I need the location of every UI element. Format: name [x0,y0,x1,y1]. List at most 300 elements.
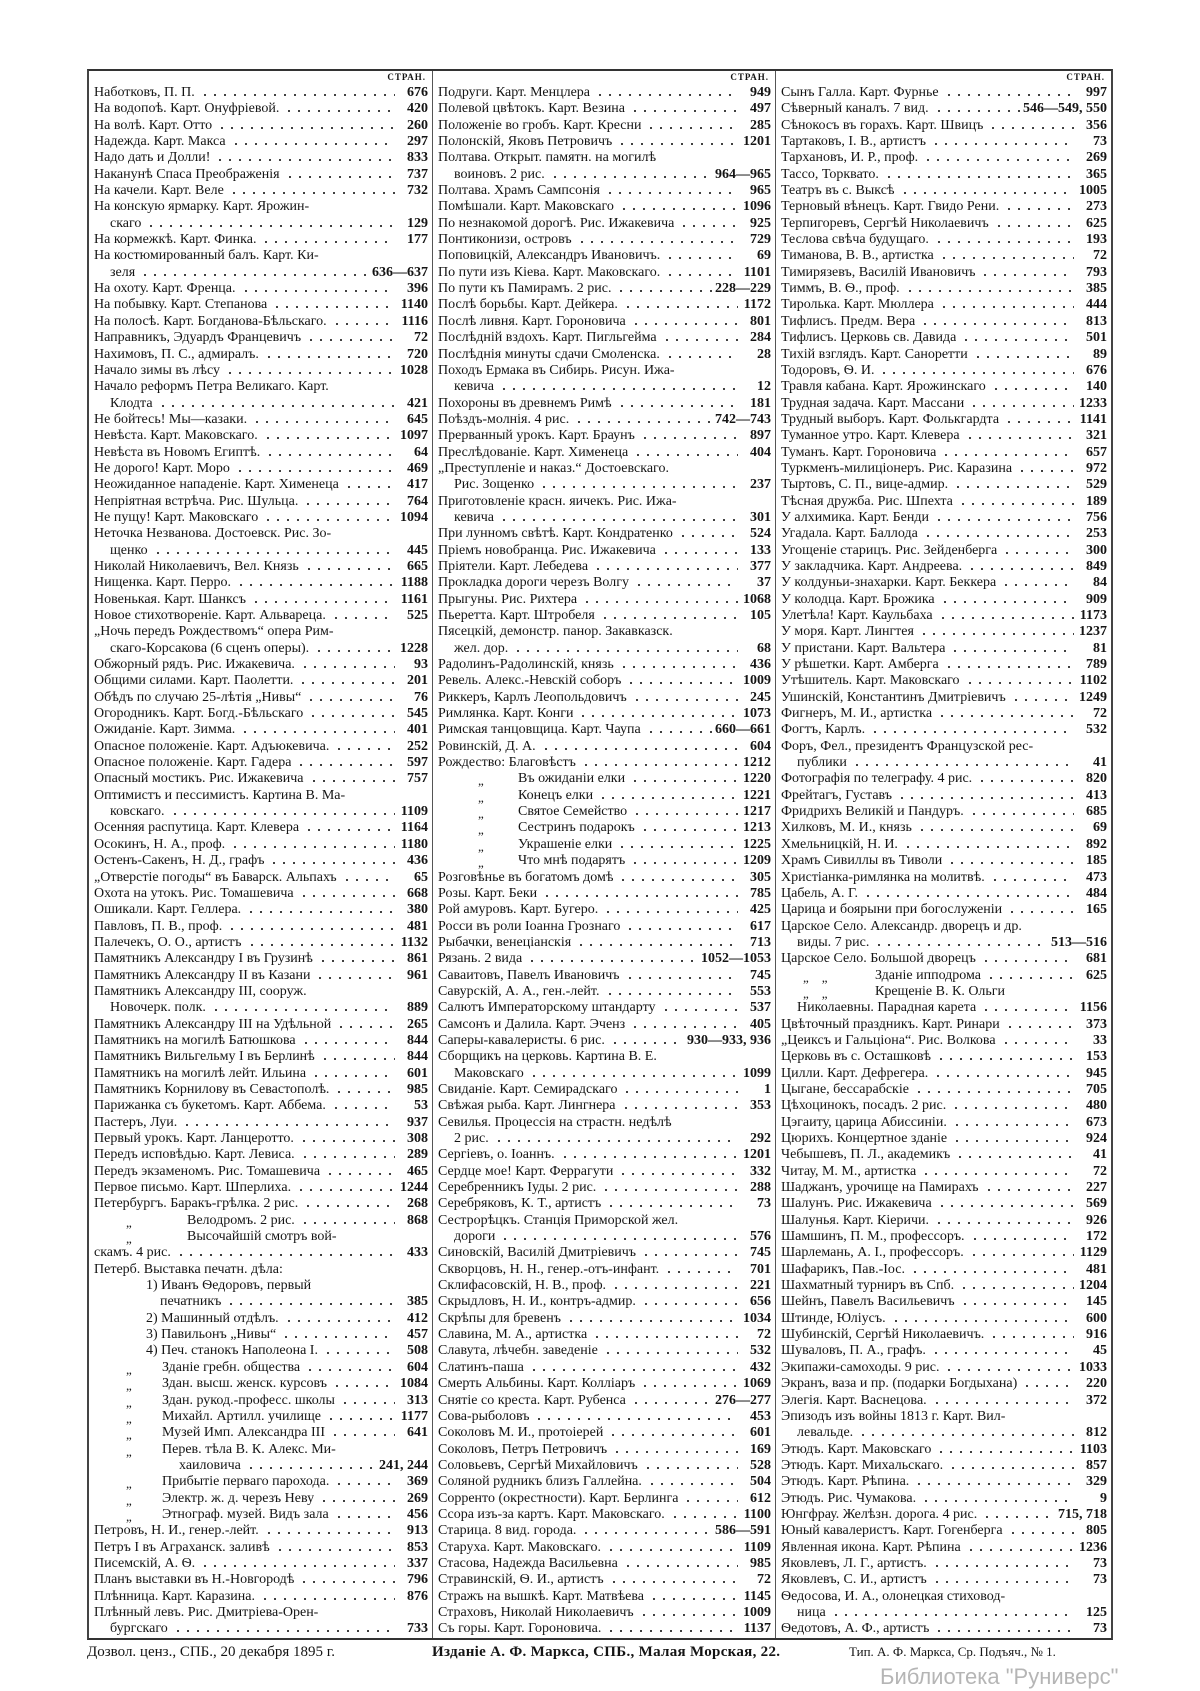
page-number: 1221 [743,787,771,803]
entry-title: Цыгане, бессарабскіе [781,1081,909,1097]
page-number: 45 [1093,1343,1107,1359]
page-number: 764 [407,493,428,509]
page-number: 153 [1086,1049,1107,1065]
dot-leader [306,707,395,717]
index-entry [781,330,1107,346]
entry-title: Петербургъ. Баракъ-грѣлка. 2 рис. [94,1196,299,1212]
dot-leader [301,1197,395,1207]
entry-title: хаиловича [179,1457,241,1473]
page-number: 41 [1093,1147,1107,1163]
index-entry [438,1066,771,1082]
entry-title: Шаджанъ, урочище на Памирахъ [781,1180,979,1196]
index-entry [438,739,771,755]
index-entry [94,477,428,493]
dot-leader [987,1328,1074,1338]
index-entry [781,134,1107,150]
dot-leader [668,1508,738,1518]
dot-leader [298,658,395,668]
dot-leader [610,1443,738,1453]
entry-title: Цилли. Карт. Дефрегера. [781,1065,929,1081]
dot-leader [935,707,1074,717]
page-number: 457 [407,1327,428,1343]
page-column-header: СТРАН. [387,72,426,82]
page-number: 1233 [1079,395,1107,411]
page-number: 660—661 [715,722,771,738]
entry-title: жел. дор. [454,640,509,656]
entry-title: Новочерк. полк. [110,1000,206,1016]
entry-title: Шейнъ, Павелъ Васильевичъ [781,1294,955,1310]
dot-leader [1005,903,1074,913]
entry-title: Шалунъ. Рис. Ижакевича [781,1196,932,1212]
entry-title: Полтава. Открыт. памятн. на могилѣ [438,150,657,166]
dot-leader [631,446,738,456]
dot-leader [620,1083,738,1093]
index-entry [781,690,1107,706]
dot-leader [332,1508,395,1518]
dot-leader [261,511,395,521]
index-entry [94,608,428,624]
index-entry [94,935,428,951]
dot-leader [645,1475,738,1485]
page-number: 949 [750,85,771,100]
page-number: 405 [750,1016,771,1032]
entry-title: Конецъ елки [518,787,594,803]
dot-leader [608,1034,684,1044]
index-entry [94,592,428,608]
entry-title: Высочайшій смотръ вой- [187,1229,337,1245]
dot-leader [317,1492,395,1502]
page-number: 801 [750,313,771,329]
entry-title: Огородникъ. Карт. Богд.-Бѣльскаго [94,706,304,722]
dot-leader [233,462,395,472]
dot-leader [659,544,738,554]
entry-title: Памятникъ на могилѣ Батюшкова [94,1032,296,1048]
dot-leader [984,969,1074,979]
entry-title: Парижанка съ букетомъ. Карт. Аббема. [94,1098,326,1114]
dot-leader [912,1083,1074,1093]
entry-title: Не пущу! Карт. Маковскаго [94,509,259,525]
index-entry [438,1621,771,1637]
dot-leader [298,1148,395,1158]
page-number: 372 [1086,1392,1107,1408]
page-number: 72 [414,330,428,346]
index-entry [94,1049,428,1065]
entry-title: Трудная задача. Карт. Массани [781,395,965,411]
entry-title: Римлянка. Карт. Конги [438,706,574,722]
dot-leader [946,1459,1074,1469]
page-number: 53 [414,1098,428,1114]
entry-title: 4) Печ. станокъ Наполеона I. [146,1343,318,1359]
index-entry [94,559,428,575]
dot-leader [304,691,395,701]
page-number: 332 [750,1163,771,1179]
dot-leader [638,1377,738,1387]
page-number: 253 [1086,526,1107,542]
dot-leader [963,429,1074,439]
dot-leader [903,282,1074,292]
entry-title: Цѣхоцинокъ, посадъ. 2 рис. [781,1098,947,1114]
page-number: 237 [750,477,771,493]
dot-leader [624,674,738,684]
ditto-mark: „ [126,1476,132,1492]
entry-title: Рис. Зощенко [454,477,535,493]
index-entry [94,1523,428,1539]
dot-leader [298,1214,395,1224]
page-number: 1009 [743,673,771,689]
index-entry [781,297,1107,313]
ditto-mark: „ [478,773,484,789]
dot-leader [596,789,738,799]
page-number: 1005 [1079,183,1107,199]
entry-title: Начало реформъ Петра Великаго. Карт. [94,379,329,395]
dot-leader [964,1541,1074,1551]
index-entry [94,1474,428,1490]
page-number: 1141 [1079,411,1107,427]
dot-leader [882,168,1074,178]
index-entry [781,951,1107,967]
dot-leader [328,1426,395,1436]
index-entry [781,1393,1107,1409]
entry-title: Направникъ, Эдуардъ Францевичъ [94,330,302,346]
entry-title: Николаевны. Парадная карета [797,1000,977,1016]
index-entry [438,1164,771,1180]
index-entry [781,1376,1107,1392]
entry-title: Рой амуровъ. Карт. Бугеро. [438,902,599,918]
index-entry [438,951,771,967]
page-number: 985 [750,1555,771,1571]
ditto-mark: „ [126,1492,132,1508]
entry-title: Наканунѣ Спаса Преображенія [94,166,280,182]
page-number: 1137 [743,1621,771,1637]
page-number: 297 [407,134,428,150]
index-entry [438,984,771,1000]
page-number: 1129 [1079,1245,1107,1261]
dot-leader [908,1263,1074,1273]
page-number: 876 [407,1588,428,1604]
index-entry [781,1425,1107,1441]
page-number: 504 [750,1474,771,1490]
index-entry [94,183,428,199]
dot-leader [497,511,738,521]
entry-title: Обжорный рядъ. Рис. Ижакевича. [94,657,295,673]
index-entry [94,543,428,559]
entry-title: На волѣ. Карт. Отто [94,117,213,133]
entry-title: Этюдъ. Карт. Рѣпина. [781,1474,910,1490]
dot-leader [215,119,395,129]
index-entry [781,1327,1107,1343]
entry-title: Оптимистъ и пессимистъ. Картина В. Ма- [94,787,346,803]
entry-title: Соловьевъ, Сергѣй Михайловичъ [438,1457,638,1473]
index-entry [94,1180,428,1196]
dot-leader [868,723,1074,733]
entry-title: Шуваловъ, П. А., графъ. [781,1343,926,1359]
entry-title: Не дорого! Карт. Моро [94,460,230,476]
index-entry [94,984,428,1000]
index-entry [438,1507,771,1523]
index-entry [94,1000,428,1016]
page-number: 930—933, 936 [687,1032,771,1048]
entry-title: Угадала. Карт. Баллода [781,526,918,542]
index-entry [781,673,1107,689]
index-entry [781,396,1107,412]
dot-leader [982,1181,1074,1191]
entry-title: Здан. высш. женск. курсовъ [162,1376,328,1392]
entry-title: Неточка Незванова. Достоевск. Рис. Зо- [94,526,332,542]
index-entry [781,1164,1107,1180]
entry-title: Тартаковъ, I. В., артистъ [781,134,927,150]
dot-leader [171,1622,395,1632]
dot-leader [304,331,395,341]
page-number: 793 [1086,264,1107,280]
page-number: 916 [1086,1327,1107,1343]
dot-leader [939,446,1074,456]
dot-leader [929,1344,1074,1354]
page-number: 72 [757,1327,771,1343]
index-entry [438,1572,771,1588]
page-number: 833 [407,150,428,166]
index-entry [94,641,428,657]
dot-leader [641,1459,738,1469]
index-entry [781,657,1107,673]
page-number: 1244 [400,1180,428,1196]
ditto-mark: „ [126,1394,132,1410]
dot-leader [329,609,395,619]
dot-leader [934,1443,1074,1453]
page-number: 421 [407,395,428,411]
entry-title: Явленная икона. Карт. Рѣпина [781,1539,961,1555]
dot-leader [617,658,738,668]
page-number: 133 [750,542,771,558]
entry-title: воиновъ. 2 рис. [454,166,545,182]
dot-leader [324,1410,395,1420]
dot-leader [932,233,1074,243]
entry-title: Памятникъ Александру II въ Казани [94,967,311,983]
page-number: 269 [1086,150,1107,166]
index-entry [94,788,428,804]
page-number: 285 [750,117,771,133]
entry-title: Надежда. Карт. Макса [94,134,226,150]
index-entry [438,150,771,166]
dot-leader [332,740,395,750]
page-number: 380 [407,902,428,918]
page-number: 385 [1086,281,1107,297]
entry-title: виды. 7 рис. [797,934,870,950]
entry-title: Подруги. Карт. Менцлера [438,85,591,100]
dot-leader [312,642,395,652]
index-entry [94,118,428,134]
page-number: 321 [1086,428,1107,444]
entry-title: Послѣдній вздохъ. Карт. Пигльгейма [438,330,657,346]
page-number: 473 [1086,869,1107,885]
entry-title: Плѣнный левъ. Рис. Дмитріева-Орен- [94,1604,319,1620]
entry-title: Фридрихъ Великій и Пандуръ. [781,804,964,820]
index-entry [438,526,771,542]
index-entry [94,951,428,967]
index-entry [438,1262,771,1278]
dot-leader [270,298,395,308]
page-number: 525 [407,608,428,623]
entry-title: Туркменъ-милиціонеръ. Рис. Каразина [781,460,1013,476]
entry-title: Общими силами. Карт. Паолетти. [94,673,294,689]
page-number: 789 [1086,657,1107,673]
index-entry [781,1180,1107,1196]
index-entry [94,510,428,526]
dot-leader [307,772,395,782]
entry-title: На качели. Карт. Веле [94,183,224,199]
entry-title: Преслѣдованіе. Карт. Хименеца [438,444,629,460]
page-number: 569 [1086,1196,1107,1212]
entry-title: Прибытіе перваго парохода. [162,1474,330,1490]
dot-leader [575,233,738,243]
index-entry [94,870,428,886]
entry-title: Туманное утро. Карт. Клевера [781,428,960,444]
index-entry [781,216,1107,232]
page-number: 892 [1086,836,1107,852]
entry-title: Рыбачки, венеціанскія [438,934,572,950]
dot-leader [244,903,395,913]
dot-leader [294,1181,395,1191]
entry-title: Царица и боярыни при богослуженіи [781,902,1003,918]
page-number: 456 [407,1506,428,1522]
index-entry [438,657,771,673]
entry-title: кевича [454,509,495,525]
entry-title: Ревель. Алекс.-Невскій соборъ [438,673,622,689]
entry-title: Туманъ. Карт. Гороновича [781,444,937,460]
dot-leader [601,1344,738,1354]
index-entry [781,543,1107,559]
index-entry [94,624,428,640]
page-number: 252 [407,738,428,754]
entry-title: Крещеніе В. К. Ольги [875,983,1006,999]
index-entry [781,1066,1107,1082]
index-entry [94,461,428,477]
index-entry [438,1393,771,1409]
index-entry [781,919,1107,935]
page-number: 444 [1086,297,1107,313]
page-number: 1102 [1079,673,1107,689]
dot-leader [662,1263,738,1273]
dot-leader [279,1328,395,1338]
page-number: 9 [1100,1490,1107,1506]
index-entry [438,919,771,935]
page-number: 1209 [743,853,771,869]
page-number: 1140 [400,297,428,313]
entry-title: Склифасовскій, Н. В., проф. [438,1278,607,1294]
dot-leader [604,1197,738,1207]
entry-title: Римская танцовщица. Карт. Чаупа [438,722,641,738]
entry-title: Прокладка дороги черезъ Волгу [438,575,629,591]
ditto-mark: „ [126,1214,132,1230]
index-entry [781,592,1107,608]
index-entry [438,1098,771,1114]
page-number: 385 [407,1294,428,1310]
page-number: 972 [1086,460,1107,476]
page-number: 820 [1086,771,1107,787]
dot-leader [681,1492,738,1502]
index-entry [438,85,771,101]
index-entry [781,150,1107,166]
entry-title: Снятіе со креста. Карт. Рубенса [438,1392,626,1408]
index-entry [438,379,771,395]
page-number: 177 [407,232,428,248]
dot-leader [263,446,395,456]
index-entry [94,396,428,412]
entry-title: Положеніе во гробъ. Карт. Кресни [438,117,642,133]
page-number: 501 [1086,330,1107,346]
index-entry [94,739,428,755]
page-number: 600 [1086,1310,1107,1326]
entry-title: По незнакомой дорогѣ. Рис. Ижакевича [438,215,675,231]
index-entry [438,1327,771,1343]
page-number: 265 [407,1016,428,1032]
entry-title: Этюдъ. Карт. Михальскаго. [781,1457,944,1473]
page-number: 28 [757,346,771,362]
page-number: 756 [1086,509,1107,525]
dot-leader [330,315,395,325]
index-entry [94,281,428,297]
index-entry [94,1245,428,1261]
page-number: 1188 [400,575,428,591]
entry-title: Хмельницкій, Н. И. [781,836,898,852]
page-number: 1101 [743,264,771,280]
index-entry [438,510,771,526]
page-number: 445 [407,542,428,558]
page-number: 185 [1086,853,1107,869]
page-number: 625 [1086,967,1107,983]
index-entry [781,853,1107,869]
index-entry [94,330,428,346]
page-number: 1068 [743,591,771,607]
entry-title: Скворцовъ, Н. Н., генер.-отъ-инфант. [438,1261,660,1277]
entry-title: При лунномъ свѣтѣ. Карт. Кондратенко [438,526,673,542]
dot-leader [629,1394,712,1404]
index-entry [94,968,428,984]
dot-leader [1000,544,1074,554]
page-number: 72 [1093,248,1107,264]
dot-leader [999,1034,1074,1044]
ditto-mark: „ [478,789,484,805]
dot-leader [1020,1377,1074,1387]
index-entry [438,1474,771,1490]
dot-leader [282,1312,395,1322]
dot-leader [872,936,1048,946]
dot-leader [932,511,1074,521]
entry-title: Въ ожиданіи елки [518,771,626,787]
index-entry [94,1458,428,1474]
page-number: 1073 [743,706,771,722]
dot-leader [297,1132,395,1142]
dot-leader [601,903,738,913]
dot-leader [302,560,395,570]
entry-title: Прыгуны. Рис. Рихтера [438,591,578,607]
entry-title: Тифлисъ. Церковь св. Давида [781,330,957,346]
index-entry [438,1049,771,1065]
index-entry [94,1196,428,1212]
dot-leader [644,723,712,733]
entry-title: Театръ въ с. Выксѣ [781,183,895,199]
index-entry [94,347,428,363]
page-number: 41 [1093,755,1107,771]
dot-leader [930,1573,1074,1583]
page-number: 636—637 [372,264,428,280]
entry-title: Терновый вѣнецъ. Карт. Гвидо Рени. [781,199,1000,215]
index-entry [781,1245,1107,1261]
dot-leader [623,969,738,979]
entry-title: Передъ исповѣдью. Карт. Левиса. [94,1147,295,1163]
dot-leader [537,478,738,488]
index-entry [781,477,1107,493]
page-number: 701 [750,1261,771,1277]
